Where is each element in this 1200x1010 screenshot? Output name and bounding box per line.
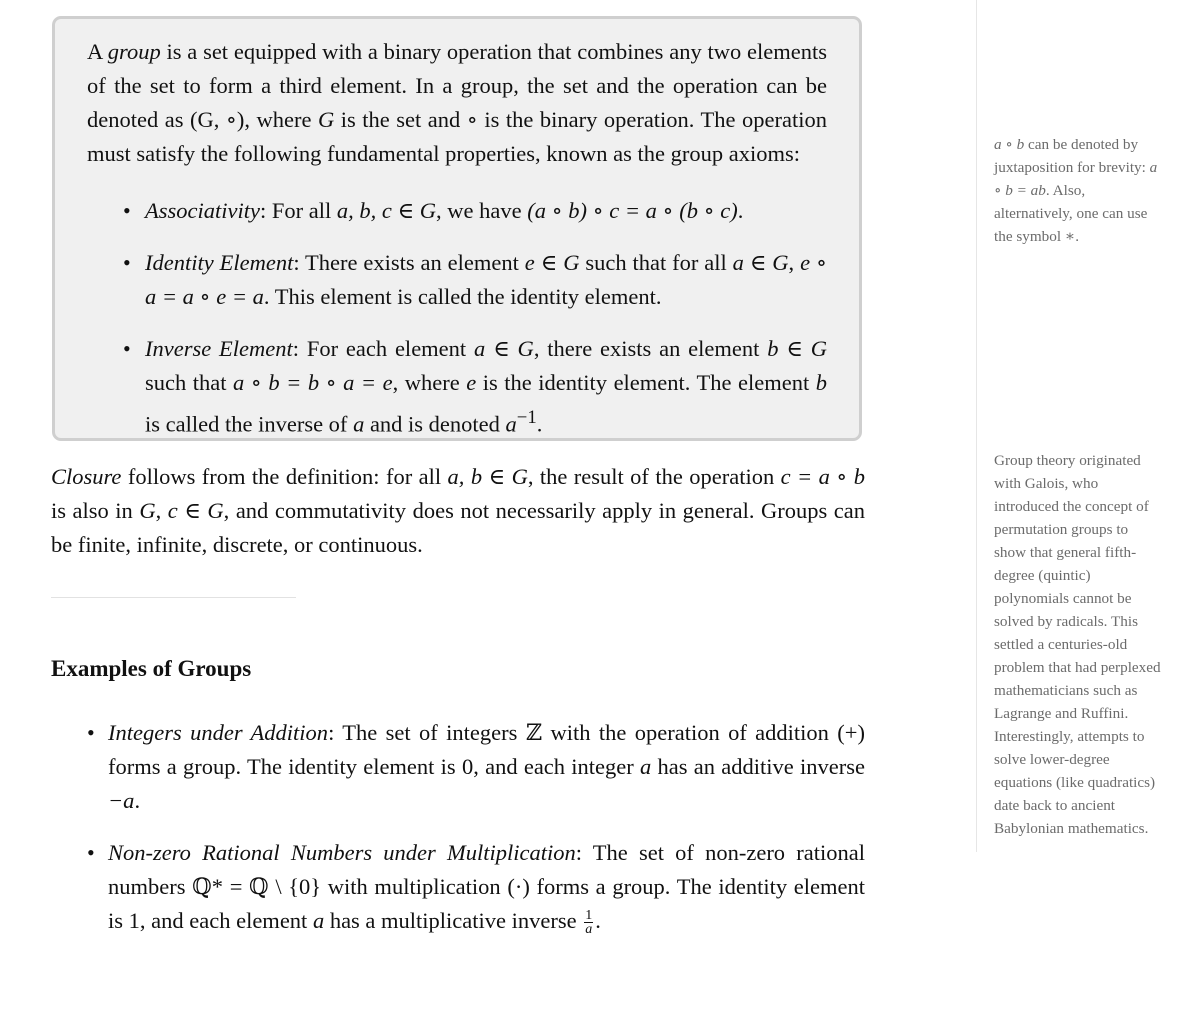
- math-expression: a, b ∈ G: [447, 464, 528, 489]
- axiom-inverse: [87, 332, 827, 442]
- axiom-text: . This element is called the identity element.: [263, 284, 662, 309]
- axiom-text: .: [737, 198, 744, 223]
- math-expression: (+): [837, 720, 865, 745]
- section-divider: [51, 597, 296, 598]
- axiom-text: , we have: [436, 198, 528, 223]
- margin-divider: [976, 0, 977, 852]
- inverse-exponent: −1: [516, 406, 537, 428]
- definition-text: is the binary operation. The operation must satisfy the following fundamental properties, known as the group axioms:: [87, 107, 827, 166]
- closure-text: follows from the definition: for all: [121, 464, 448, 489]
- examples-heading: Examples of Groups: [51, 656, 252, 681]
- bullet-icon: •: [87, 720, 95, 745]
- math-expression: ℤ: [525, 720, 543, 745]
- axiom-text: such that: [145, 370, 234, 395]
- examples-list: [51, 716, 865, 938]
- example-text: has an additive inverse: [651, 754, 865, 779]
- example-text: .: [134, 788, 141, 813]
- closure-text: , and commutativity does not necessarily apply in general. Groups can be finite, infinite, discrete, or continuous.: [51, 498, 865, 557]
- math-expression: e ∘ a = a ∘ e = a: [145, 249, 827, 309]
- axiom-text: , there exists an element: [533, 335, 768, 361]
- definition-text: is a set equipped with a binary operation that combines any two elements of the set to form a third element. In a group, the set and the operation can be denoted as: [87, 39, 827, 132]
- definition-text: A: [87, 39, 108, 64]
- group-notation: (G, ∘): [190, 107, 245, 132]
- math-expression: (·): [507, 874, 530, 899]
- example-text: .: [595, 908, 601, 933]
- sidenote-text: .: [1075, 228, 1079, 245]
- math-expression: a: [505, 411, 517, 436]
- fraction-one-over-a: [584, 909, 593, 936]
- bullet-icon: •: [123, 335, 131, 361]
- axiom-name: Inverse Element: [145, 335, 293, 361]
- sidenote-text: can be denoted by juxtaposition for brevity:: [994, 136, 1150, 176]
- math-expression: −a: [108, 788, 135, 813]
- example-name: Integers under Addition: [108, 720, 329, 745]
- fraction-numerator: 1: [585, 908, 593, 924]
- closure-paragraph: [51, 460, 865, 562]
- example-rationals: [51, 836, 865, 938]
- math-expression: a ∈ G: [474, 335, 534, 361]
- example-text: has a multiplicative inverse: [324, 908, 583, 933]
- example-text: with the operation of addition: [542, 720, 838, 745]
- math-expression: a: [312, 908, 325, 933]
- axiom-text: ,: [788, 249, 801, 275]
- math-set-g: G: [318, 107, 335, 132]
- math-expression: a ∘ b: [994, 136, 1025, 153]
- example-text: forms a group. The identity element is: [108, 754, 462, 779]
- example-integers: [51, 716, 865, 818]
- math-expression: e: [466, 370, 477, 395]
- example-text: , and each element: [139, 908, 313, 933]
- math-expression: ℚ* = ℚ \ {0}: [192, 874, 322, 899]
- sidenote-notation: [994, 133, 1162, 248]
- closure-text: is also in: [51, 498, 140, 523]
- closure-text: , the result of the operation: [527, 464, 781, 489]
- math-expression: a ∘ b = ab: [994, 159, 1158, 199]
- term-group: group: [107, 39, 161, 64]
- definition-text: is the set and: [334, 107, 467, 132]
- axiom-text: : For all: [259, 198, 337, 223]
- axiom-text: is the identity element. The element: [476, 370, 816, 395]
- axiom-text: .: [536, 411, 543, 436]
- fraction-denominator: a: [585, 922, 593, 938]
- example-text: with multiplication: [321, 874, 508, 899]
- axiom-name: Associativity: [145, 198, 260, 223]
- math-expression: a, b, c ∈ G: [336, 198, 436, 223]
- math-operation: ∘: [466, 107, 478, 132]
- axiom-text: such that for all: [579, 249, 733, 275]
- axiom-list: [87, 194, 827, 442]
- math-expression: e ∈ G: [524, 249, 580, 275]
- axiom-text: : There exists an element: [293, 249, 525, 275]
- example-text: : The set of integers: [328, 720, 526, 745]
- term-closure: Closure: [51, 464, 122, 489]
- bullet-icon: •: [123, 249, 131, 275]
- math-expression: ∗: [1064, 228, 1076, 245]
- math-expression: c = a ∘ b: [780, 464, 866, 489]
- example-text: , and each integer: [473, 754, 641, 779]
- axiom-associativity: [87, 194, 827, 229]
- axiom-text: is called the inverse of: [145, 411, 354, 436]
- math-expression: a: [640, 754, 652, 779]
- axiom-name: Identity Element: [145, 249, 294, 275]
- closure-text: ,: [155, 498, 168, 523]
- definition-paragraph: [87, 35, 827, 171]
- axiom-text: , where: [392, 370, 467, 395]
- sidenote-history: Group theory originated with Galois, who introduced the concept of permutation groups to show that general fifth-degree (quintic) polynomials cannot be solved by radicals. This settled a centuries-old problem that had perplexed mathematicians such as Lagrange and Ruffini. Interestingly, attempts to solve lower-degree equations (like quadratics) date back to ancient Babylonian mathematics.: [994, 452, 1161, 837]
- axiom-identity: [87, 246, 827, 315]
- axiom-text: : For each element: [292, 335, 474, 361]
- math-expression: b ∈ G: [767, 335, 828, 361]
- math-expression: a ∈ G: [732, 249, 789, 275]
- definition-text: , where: [244, 107, 319, 132]
- bullet-icon: •: [87, 840, 95, 865]
- math-expression: b: [815, 370, 828, 395]
- example-text: : The set of non-zero rational numbers: [108, 840, 865, 899]
- math-expression: 0: [461, 754, 474, 779]
- group-definition-box: [52, 16, 862, 441]
- sidenote-text: . Also, alternatively, one can use the symbol: [994, 182, 1148, 245]
- example-text: forms a group. The identity element is: [108, 874, 865, 933]
- math-expression: a: [353, 411, 365, 436]
- math-expression: c ∈ G: [167, 498, 224, 523]
- math-expression: G: [139, 498, 156, 523]
- math-expression: a ∘ b = b ∘ a = e: [233, 370, 393, 395]
- math-expression: 1: [128, 908, 140, 933]
- math-expression: (a ∘ b) ∘ c = a ∘ (b ∘ c): [527, 198, 738, 223]
- axiom-text: and is denoted: [364, 411, 506, 436]
- bullet-icon: •: [123, 198, 131, 223]
- example-name: Non-zero Rational Numbers under Multiplication: [108, 840, 576, 865]
